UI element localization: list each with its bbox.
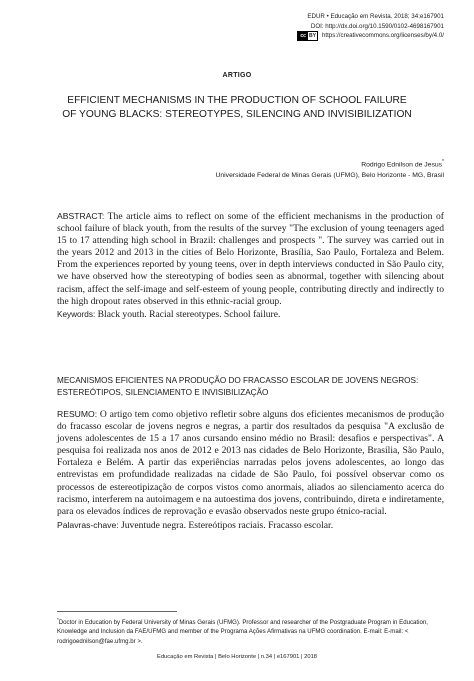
abstract-label: ABSTRACT: [57, 211, 105, 221]
footnote-text: Doctor in Education by Federal University of Minas Gerais (UFMG). Professor and researcher of the Postgraduate Program in Education, Knowledge and Inclusion da FAE/UFMG and member of the Programa Ações Afirmativas na UFMG coordination. E-mail: E-mail: < rodrigoednilson@fae.ufmg.br >. [57, 619, 428, 645]
resumo-paragraph [57, 408, 444, 518]
footnote-marker: * [57, 617, 59, 622]
article-title: EFFICIENT MECHANISMS IN THE PRODUCTION OF SCHOOL FAILURE OF YOUNG BLACKS: STEREOTYPES, SILENCING AND INVISIBILIZATION [62, 95, 412, 120]
page-footer: Educação em Revista | Belo Horizonte | n.34 | e167901 | 2018 [156, 654, 318, 660]
abstract [57, 210, 444, 321]
palavras-chave-label: Palavras-chave: [57, 519, 119, 530]
abstract-paragraph [57, 210, 444, 308]
resumo [57, 408, 444, 532]
section-label: ARTIGO [222, 72, 252, 79]
journal-citation: EDUR • Educação em Revista. 2018; 34:e167901 [307, 13, 444, 20]
abstract-text: The article aims to reflect on some of the efficient mechanisms in the production of school failure of black youth, from the results of the survey "The exclusion of young teenagers aged 15 to 17 attending high school in Brazil: challenges and prospects ". The survey was carried out in the years 2012 and 2013 in the cities of Belo Horizonte, Brasília, Sao Paulo, Fortaleza and Belem. From the experiences reported by young teens, over in depth interviews conducted in São Paulo city, we have observed how the stereotyping of bodies seen as abnormal, together with silencing about racism, affect the self-image and self-esteem of young people, contributing directly and indirectly to the high dropout rates observed in this ethnic-racial group. [57, 211, 444, 307]
resumo-label: RESUMO: [57, 409, 98, 419]
header-metadata [297, 12, 444, 41]
keywords-label: Keywords: [57, 309, 96, 319]
footnote [57, 615, 444, 646]
author-affiliation: Universidade Federal de Minas Gerais (UFMG), Belo Horizonte - MG, Brasil [215, 171, 444, 179]
doi-link[interactable]: DOI: http://dx.doi.org/10.1590/0102-4698167901 [310, 22, 444, 30]
license-row [297, 31, 444, 41]
author-name: Rodrigo Ednilson de Jesus [361, 161, 443, 169]
creative-commons-badge-icon[interactable]: cc BY [297, 31, 318, 41]
portuguese-title: MECANISMOS EFICIENTES NA PRODUÇÃO DO FRACASSO ESCOLAR DE JOVENS NEGROS: ESTEREÓTIPOS, SILENCIAMENTO E INVISIBILIZAÇÃO [57, 376, 419, 397]
author-block [215, 157, 444, 181]
footnote-divider [57, 611, 177, 612]
resumo-text: O artigo tem como objetivo refletir sobre alguns dos eficientes mecanismos de produção do fracasso escolar de jovens negros e negras, a partir dos resultados da pesquisa "A exclusão de jovens adolescentes de 15 a 17 anos cursando ensino médio no Brasil: desafios e perspectivas". A pesquisa foi realizada nos anos de 2012 e 2013 nas cidades de Belo Horizonte, Brasília, São Paulo, Fortaleza e Belém. A partir das experiências narradas pelos jovens adolescentes, ao longo das entrevistas em profundidade realizadas na cidade de São Paulo, foi possível observar como os processos de estereotipização de corpos vistos como anormais, aliados ao silenciamento acerca do racismo, interferem na autoimagem e na autoestima dos jovens, contribuindo, direta e indiretamente, para os elevados índices de reprovação e evasão observados neste grupo étnico-racial. [57, 409, 444, 517]
palavras-chave [57, 519, 444, 532]
license-link[interactable]: https://creativecommons.org/licenses/by/4.0/ [321, 32, 444, 40]
palavras-chave-text: Juventude negra. Estereótipos raciais. Fracasso escolar. [121, 519, 334, 531]
keywords [57, 309, 444, 321]
keywords-text: Black youth. Racial stereotypes. School failure. [97, 308, 281, 320]
author-footnote-marker[interactable]: * [442, 159, 444, 165]
